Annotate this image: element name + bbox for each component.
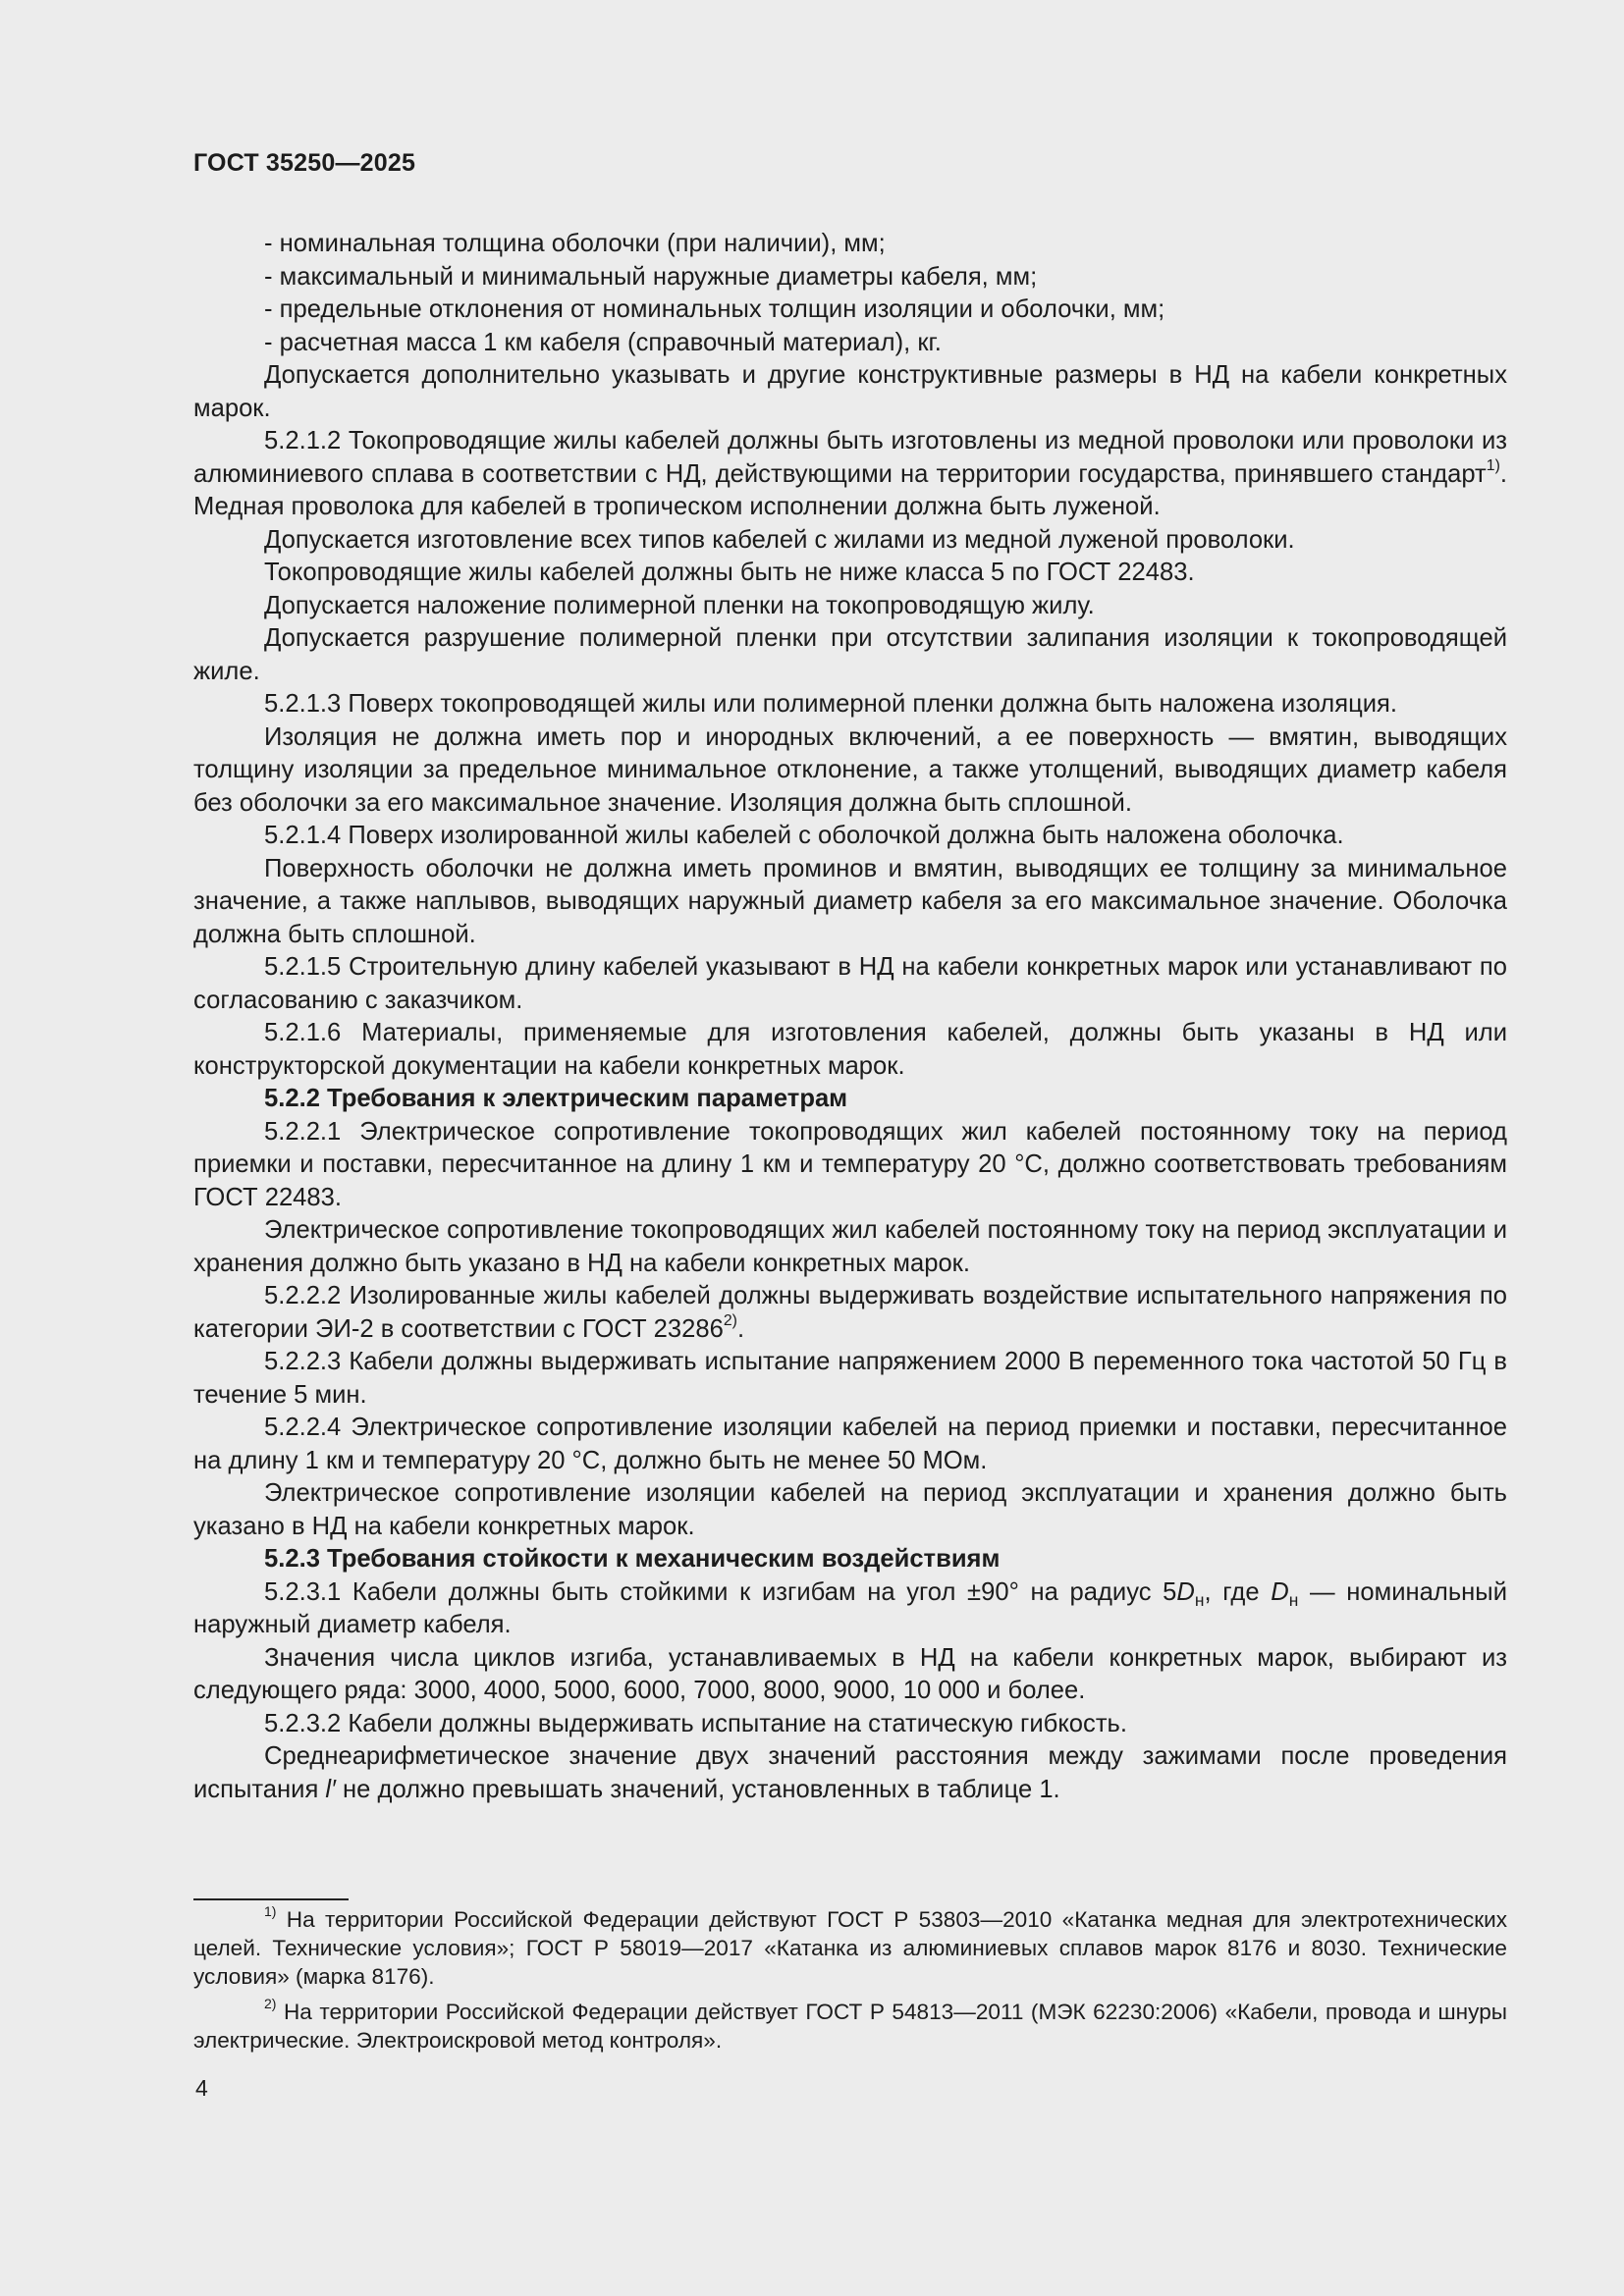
list-item: - номинальная толщина оболочки (при наличии), мм;	[264, 230, 886, 257]
list-item: - максимальный и минимальный наружные диаметры кабеля, мм;	[264, 262, 1038, 291]
clause-5-2-1-2	[193, 425, 1507, 524]
clause-5-2-1-3: 5.2.1.3 Поверх токопроводящей жилы или полимерной пленки должна быть наложена изоляция.	[264, 690, 1398, 718]
footnote-ref-1: 1)	[1486, 456, 1500, 474]
math-variable: l′	[325, 1775, 336, 1803]
paragraph-text: Среднеарифметическое значение двух значений расстояния между зажимами после проведения испытания	[193, 1742, 1507, 1803]
paragraph: Допускается изготовление всех типов кабелей с жилами из медной луженой проволоки.	[264, 525, 1295, 554]
clause-5-2-1-6: 5.2.1.6 Материалы, применяемые для изготовления кабелей, должны быть указаны в НД или конструкторской документации на кабели конкретных марок.	[193, 1019, 1507, 1080]
math-subscript: н	[1194, 1589, 1205, 1610]
paragraph: Допускается разрушение полимерной пленки при отсутствии залипания изоляции к токопроводящей жиле.	[193, 624, 1507, 685]
paragraph-text: 5.2.3.1 Кабели должны быть стойкими к изгибам на угол ±90° на радиус 5	[264, 1577, 1177, 1606]
paragraph: Изоляция не должна иметь пор и инородных включений, а ее поверхность — вмятин, выводящих толщину изоляции за предельное минимальное отклонение, а также утолщений, выводящих диаметр кабеля без оболочки за его максимальное значение. Изоляция должна быть сплошной.	[193, 722, 1507, 817]
paragraph: Токопроводящие жилы кабелей должны быть не ниже класса 5 по ГОСТ 22483.	[264, 559, 1195, 586]
paragraph-text: 5.2.2.2 Изолированные жилы кабелей должны выдерживать воздействие испытательного напряжения по категории ЭИ-2 в соответствии с ГОСТ 23286	[193, 1282, 1507, 1343]
paragraph: Поверхность оболочки не должна иметь проминов и вмятин, выводящих ее толщину за минимальное значение, а также наплывов, выводящих наружный диаметр кабеля за его максимальное значение. Оболочка должна быть сплошной.	[193, 854, 1507, 948]
body-text	[193, 228, 1507, 1806]
paragraph-text: не должно превышать значений, установленных в таблице 1.	[335, 1775, 1060, 1803]
paragraph-text: .	[736, 1314, 745, 1343]
footnote-separator	[193, 1898, 349, 1900]
paragraph	[193, 1740, 1507, 1806]
page-number: 4	[195, 2075, 208, 2101]
paragraph: Допускается дополнительно указывать и другие конструктивные размеры в НД на кабели конкретных марок.	[193, 361, 1507, 422]
paragraph: Электрическое сопротивление токопроводящих жил кабелей постоянному току на период эксплуатации и хранения должно быть указано в НД на кабели конкретных марок.	[193, 1216, 1507, 1277]
paragraph-text: 5.2.1.2 Токопроводящие жилы кабелей должны быть изготовлены из медной проволоки или проволоки из алюминиевого сплава в соответствии с НД, действующими на территории государства, принявшего стандарт	[193, 427, 1507, 488]
paragraph: Электрическое сопротивление изоляции кабелей на период эксплуатации и хранения должно быть указано в НД на кабели конкретных марок.	[193, 1479, 1507, 1540]
list-item: - предельные отклонения от номинальных толщин изоляции и оболочки, мм;	[264, 295, 1165, 323]
clause-5-2-3-2: 5.2.3.2 Кабели должны выдерживать испытание на статическую гибкость.	[264, 1709, 1127, 1737]
footnote-text: На территории Российской Федерации действует ГОСТ Р 54813—2011 (МЭК 62230:2006) «Кабели, провода и шнуры электрические. Электроискровой метод контроля».	[193, 2000, 1507, 2053]
footnotes	[193, 1905, 1507, 2061]
math-variable: D	[1271, 1577, 1289, 1606]
clause-5-2-2-1: 5.2.2.1 Электрическое сопротивление токопроводящих жил кабелей постоянному току на период приемки и поставки, пересчитанное на длину 1 км и температуру 20 °С, должно соответствовать требованиям ГОСТ 22483.	[193, 1117, 1507, 1211]
footnote-text: На территории Российской Федерации действуют ГОСТ Р 53803—2010 «Катанка медная для электротехнических целей. Технические условия»; ГОСТ Р 58019—2017 «Катанка из алюминиевых сплавов марок 8176 и 8030. Технические условия» (марка 8176).	[193, 1907, 1507, 1989]
clause-5-2-2-2	[193, 1280, 1507, 1346]
clause-5-2-3-1	[193, 1576, 1507, 1642]
math-subscript: н	[1288, 1589, 1299, 1610]
list-item: - расчетная масса 1 км кабеля (справочный материал), кг.	[264, 328, 942, 356]
section-heading-5-2-2: 5.2.2 Требования к электрическим параметрам	[264, 1085, 848, 1112]
clause-5-2-1-5: 5.2.1.5 Строительную длину кабелей указывают в НД на кабели конкретных марок или устанавливают по согласованию с заказчиком.	[193, 953, 1507, 1014]
footnote-2	[193, 1998, 1507, 2055]
section-heading-5-2-3: 5.2.3 Требования стойкости к механическим воздействиям	[264, 1545, 1001, 1573]
paragraph-text: , где	[1204, 1577, 1272, 1606]
footnote-1	[193, 1905, 1507, 1991]
paragraph: Значения числа циклов изгиба, устанавливаемых в НД на кабели конкретных марок, выбирают из следующего ряда: 3000, 4000, 5000, 6000, 7000, 8000, 9000, 10 000 и более.	[193, 1643, 1507, 1704]
math-variable: D	[1176, 1577, 1195, 1606]
paragraph: Допускается наложение полимерной пленки на токопроводящую жилу.	[264, 591, 1095, 619]
paragraph-text: . Медная проволока для кабелей в тропическом исполнении должна быть луженой.	[193, 459, 1507, 520]
footnote-mark: 2)	[264, 1996, 277, 2012]
paragraph-text: — номинальный наружный диаметр кабеля.	[193, 1577, 1507, 1638]
clause-5-2-1-4: 5.2.1.4 Поверх изолированной жилы кабелей с оболочкой должна быть наложена оболочка.	[264, 822, 1344, 849]
clause-5-2-2-3: 5.2.2.3 Кабели должны выдерживать испытание напряжением 2000 В переменного тока частотой 50 Гц в течение 5 мин.	[193, 1348, 1507, 1409]
footnote-mark: 1)	[264, 1903, 277, 1920]
document-header: ГОСТ 35250—2025	[193, 149, 416, 177]
footnote-ref-2: 2)	[723, 1311, 737, 1329]
clause-5-2-2-4: 5.2.2.4 Электрическое сопротивление изоляции кабелей на период приемки и поставки, пересчитанное на длину 1 км и температуру 20 °С, должно быть не менее 50 МОм.	[193, 1414, 1507, 1474]
